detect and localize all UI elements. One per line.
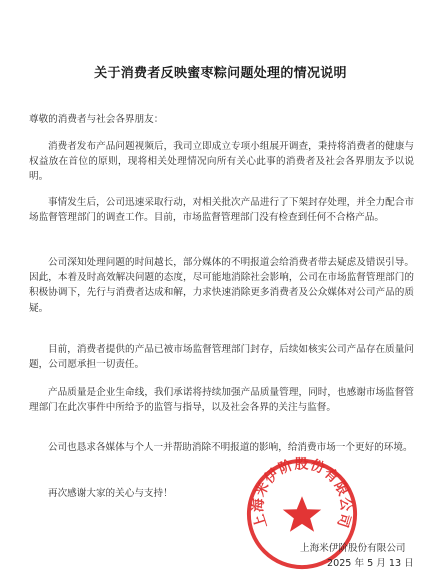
paragraph-1: 消费者发布产品问题视频后，我司立即成立专项小组展开调查，秉持将消费者的健康与权益放在首位的原则，现将相关处理情况向所有关心此事的消费者及社会各界朋友予以说明。 [29,141,414,183]
paragraph-5: 产品质量是企业生命线，我们承诺将持续加强产品质量管理，同时，也感谢市场监督管理部门在此次事件中所给予的监管与指导，以及社会各界的关注与监督。 [29,387,414,414]
document-title: 关于消费者反映蜜枣粽问题处理的情况说明 [94,66,347,81]
paragraph-7: 再次感谢大家的关心与支持！ [48,488,173,499]
paragraph-6: 公司也恳求各媒体与个人一并帮助消除不明报道的影响，给消费市场一个更好的环境。 [48,442,413,453]
greeting: 尊敬的消费者与社会各界朋友： [29,114,164,125]
paragraph-4: 目前，消费者提供的产品已被市场监督管理部门封存，后续如核实公司产品存在质量问题，公司愿承担一切责任。 [29,344,414,371]
seal-text: 上海米伊阶股份有限公司 [250,456,354,531]
star-icon [283,496,321,531]
paragraph-2: 事情发生后，公司迅速采取行动，对相关批次产品进行了下架封存处理，并全力配合市场监督管理部门的调查工作。目前，市场监督管理部门没有检查到任何不合格产品。 [29,197,414,224]
signature-company: 上海米伊阶股份有限公司 [300,543,406,554]
paragraph-3: 公司深知处理问题的时间越长，部分媒体的不明报道会给消费者带去疑虑及错误引导。因此，本着及时高效解决问题的态度，尽可能地消除社会影响，公司在市场监督管理部门的积极协调下，先行与消费者达成和解，力求快速消除更多消费者及公众媒体对公司产品的质疑。 [29,257,414,314]
signature-date: 2025 年 5 月 13 日 [327,558,414,569]
